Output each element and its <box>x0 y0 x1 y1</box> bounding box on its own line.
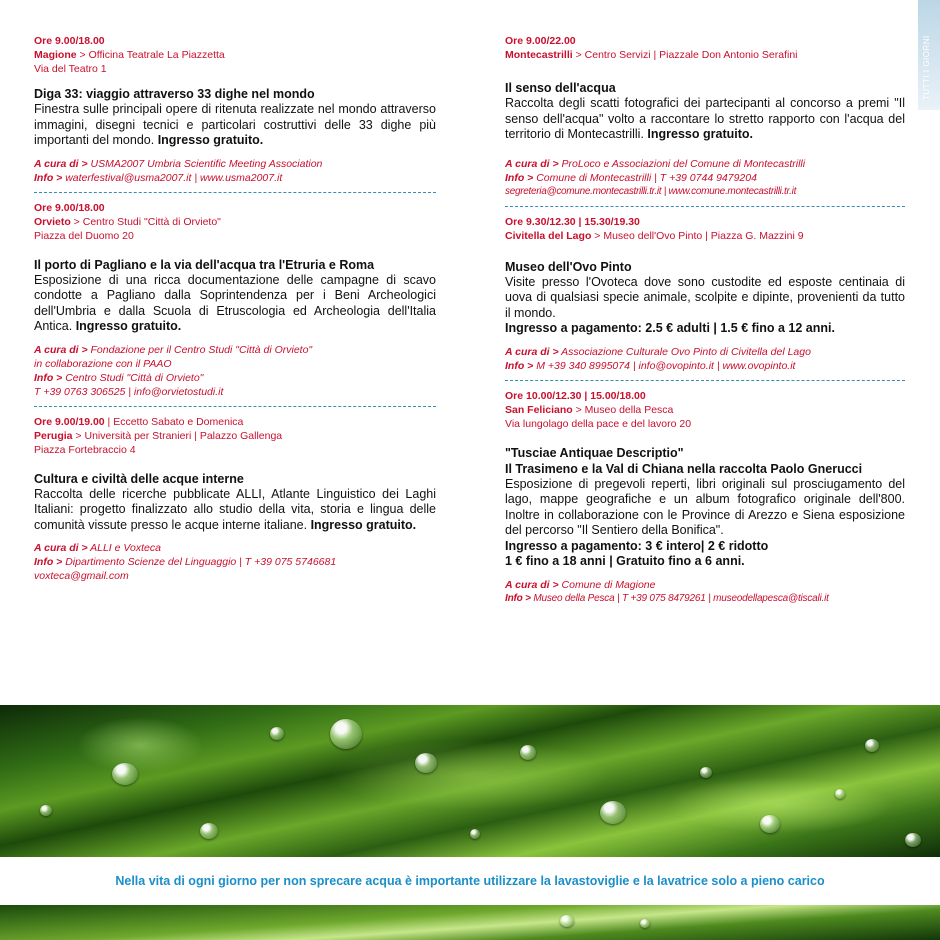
event-venue: Museo della Pesca <box>584 403 674 416</box>
water-drop <box>330 719 362 749</box>
info-link[interactable]: M +39 340 8995074 | info@ovopinto.it | www.ovopinto.it <box>536 359 796 372</box>
leaf-water-drops-photo <box>0 705 940 857</box>
event-location: Perugia > Università per Stranieri | Palazzo Gallenga <box>34 429 283 442</box>
separator <box>34 192 436 193</box>
event-title: Cultura e civiltà delle acque interne <box>34 471 244 486</box>
event-subtitle: Il Trasimeno e la Val di Chiana nella raccolta Paolo Gnerucci <box>505 461 863 476</box>
event-address: Piazza del Duomo 20 <box>34 229 134 242</box>
event-montecastrilli <box>505 34 905 199</box>
water-drop <box>40 805 52 816</box>
event-perugia <box>34 415 436 584</box>
water-saving-slogan: Nella vita di ogni giorno per non sprecare acqua è importante utilizzare la lavastoviglie e la lavatrice solo a pieno carico <box>0 857 940 905</box>
event-location: San Feliciano > Museo della Pesca <box>505 403 674 416</box>
event-title: Il senso dell'acqua <box>505 81 616 95</box>
event-description: Raccolta degli scatti fotografici dei partecipanti al concorso a premi "Il senso dell'acqua" volto a raccontare lo stretto rapporto con l'acqua del territorio di Montecastrilli. Ingresso gratuito. <box>505 96 905 141</box>
event-place: Civitella del Lago <box>505 229 592 242</box>
leaf-bottom-photo <box>0 905 940 940</box>
event-time: Ore 9.30/12.30 | 15.30/19.30 <box>505 215 640 228</box>
water-drop <box>760 815 780 833</box>
event-time: Ore 9.00/18.00 <box>34 35 105 47</box>
side-tab-label: TUTTI I GIORNI <box>922 35 931 100</box>
event-address: Via del Teatro 1 <box>34 63 107 75</box>
event-title: Il porto di Pagliano e la via dell'acqua tra l'Etruria e Roma <box>34 257 375 272</box>
info-link[interactable]: T +39 0763 306525 | info@orvietostudi.it <box>34 385 224 398</box>
separator <box>505 206 905 207</box>
event-venue: Centro Studi "Città di Orvieto" <box>82 215 221 228</box>
event-time: Ore 9.00/22.00 <box>505 35 576 47</box>
event-title: Museo dell'Ovo Pinto <box>505 259 632 274</box>
event-venue: Museo dell'Ovo Pinto | Piazza G. Mazzini 9 <box>603 229 804 242</box>
event-credits: A cura di > Comune di Magione Info > Museo della Pesca | T +39 075 8479261 | museodellapesca@tiscali.it <box>505 578 829 604</box>
event-place: Orvieto <box>34 215 71 228</box>
event-credits: A cura di > Fondazione per il Centro Studi "Città di Orvieto" in collaborazione con il PAAO Info > Centro Studi "Città di Orvieto" T +39 0763 306525 | info@orvietostudi.it <box>34 343 313 398</box>
water-drop <box>835 789 845 799</box>
event-place: Perugia <box>34 429 73 442</box>
info-link[interactable]: segreteria@comune.montecastrilli.tr.it | www.comune.montecastrilli.tr.it <box>505 185 797 197</box>
event-location: Magione > Officina Teatrale La Piazzetta <box>34 49 225 61</box>
event-credits: A cura di > ALLI e Voxteca Info > Dipartimento Scienze del Linguaggio | T +39 075 5746681 voxteca@gmail.com <box>34 542 337 582</box>
event-venue: Centro Servizi | Piazzale Don Antonio Serafini <box>584 49 798 61</box>
event-credits: A cura di > USMA2007 Umbria Scientific Meeting Association Info > waterfestival@usma2007.it | www.usma2007.it <box>34 157 323 184</box>
event-description: Visite presso l'Ovoteca dove sono custodite ed esposte centinaia di uova di qualsiasi specie animale, scolpite e dipinte, provenienti da tutto il mondo. Ingresso a pagamento: 2.5 € adulti | 1.5 € fino a 12 anni. <box>505 274 905 335</box>
event-credits: A cura di > Associazione Culturale Ovo Pinto di Civitella del Lago Info > M +39 340 8995074 | info@ovopinto.it | www.ovopinto.it <box>505 345 811 372</box>
event-civitella <box>505 215 905 373</box>
event-description: Finestra sulle principali opere di ritenuta realizzate nel mondo attraverso immagini, disegni tecnici e particolari costruttivi delle 33 dighe più importanti del mondo. Ingresso gratuito. <box>34 102 436 147</box>
event-venue: Officina Teatrale La Piazzetta <box>88 49 225 61</box>
water-drop <box>640 919 650 928</box>
separator <box>34 406 436 407</box>
event-credits: A cura di > ProLoco e Associazioni del Comune di Montecastrilli Info > Comune di Montecastrilli | T +39 0744 9479204 segreteria@comune.montecastrilli.tr.it | www.comune.montecastrilli.tr.it <box>505 157 806 197</box>
info-link[interactable]: Museo della Pesca | T +39 075 8479261 | museodellapesca@tiscali.it <box>533 592 829 604</box>
event-description: Esposizione di una ricca documentazione delle campagne di scavo condotte a Pagliano dalla Soprintendenza per i Beni Archeologici dell'Umbria e dalla Scuola di Etruscologia ed Archeologia dell'Italia Antica. Ingresso gratuito. <box>34 272 436 333</box>
event-title: Diga 33: viaggio attraverso 33 dighe nel mondo <box>34 87 315 101</box>
event-place: San Feliciano <box>505 403 573 416</box>
event-location: Montecastrilli > Centro Servizi | Piazzale Don Antonio Serafini <box>505 49 798 61</box>
side-tab <box>918 0 940 110</box>
event-san-feliciano <box>505 389 905 606</box>
event-place: Magione <box>34 49 77 61</box>
event-description: Raccolta delle ricerche pubblicate ALLI, Atlante Linguistico dei Laghi Italiani: progetto finalizzato allo studio della vita, storia e lingua delle comunità vissute presso le acque interne italiane. Ingresso gratuito. <box>34 486 436 532</box>
water-drop <box>415 753 437 773</box>
event-magione <box>34 34 436 185</box>
water-drop <box>700 767 712 778</box>
event-address: Via lungolago della pace e del lavoro 20 <box>505 417 692 430</box>
water-drop <box>200 823 218 839</box>
event-location: Orvieto > Centro Studi "Città di Orvieto" <box>34 215 221 228</box>
left-column <box>34 34 436 583</box>
event-description: Esposizione di pregevoli reperti, libri originali sul prosciugamento del lago, mappe geografiche e un album fotografico originale dell'800. Inoltre in collaborazione con le Province di Arezzo e Siena esposizione del percorso "Il Sentiero della Bonifica". Ingresso a pagamento: 3 € intero| 2 € ridotto 1 € fino a 18 anni | Gratuito fino a 6 anni. <box>505 476 905 568</box>
water-drop <box>520 745 536 760</box>
water-drop <box>600 801 626 824</box>
event-address: Piazza Fortebraccio 4 <box>34 443 136 456</box>
event-time: Ore 9.00/18.00 <box>34 201 105 214</box>
event-time: Ore 10.00/12.30 | 15.00/18.00 <box>505 389 646 402</box>
water-drop <box>865 739 879 752</box>
event-venue: Università per Stranieri | Palazzo Gallenga <box>84 429 283 442</box>
water-drop <box>905 833 921 847</box>
right-column <box>505 34 905 606</box>
water-drop <box>112 763 138 785</box>
separator <box>505 380 905 381</box>
water-drop <box>560 915 574 927</box>
event-location: Civitella del Lago > Museo dell'Ovo Pinto | Piazza G. Mazzini 9 <box>505 229 804 242</box>
event-place: Montecastrilli <box>505 49 573 61</box>
event-time: Ore 9.00/19.00 | Eccetto Sabato e Domenica <box>34 415 244 428</box>
water-drop <box>470 829 480 839</box>
event-orvieto <box>34 201 436 399</box>
event-title: "Tusciae Antiquae Descriptio" <box>505 445 684 460</box>
info-link[interactable]: voxteca@gmail.com <box>34 570 129 582</box>
info-link[interactable]: waterfestival@usma2007.it | www.usma2007.it <box>65 171 283 184</box>
water-drop <box>270 727 284 740</box>
